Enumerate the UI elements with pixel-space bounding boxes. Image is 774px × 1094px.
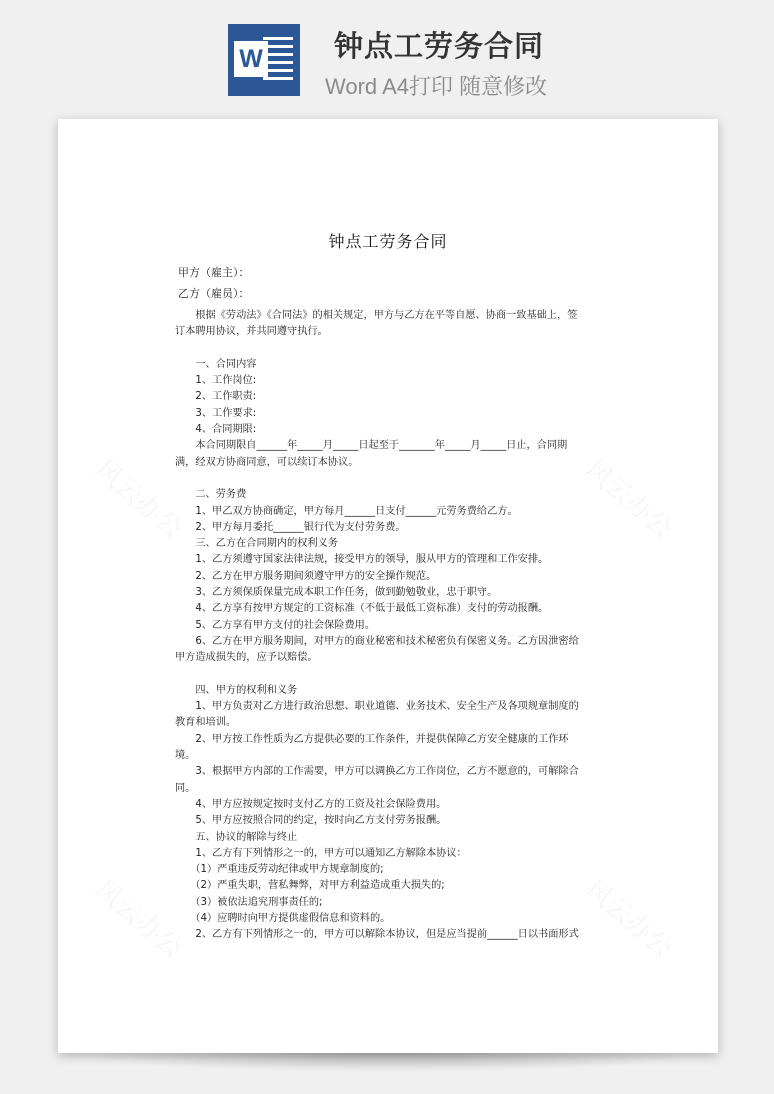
- party-b-label: 乙方（雇员）：: [178, 287, 250, 300]
- paragraph-gap: [175, 471, 603, 487]
- word-icon-letter: W: [234, 41, 268, 77]
- body-line: 境。: [175, 750, 196, 762]
- watermark: 风云办公: [88, 874, 188, 965]
- body-line: 2、甲方每月委托______银行代为支付劳务费。: [175, 521, 406, 533]
- body-line: 1、甲方负责对乙方进行政治思想、职业道德、业务技术、安全生产及各项规章制度的: [175, 701, 579, 713]
- body-line: 甲方造成损失的，应予以赔偿。: [175, 652, 318, 664]
- body-line: 根据《劳动法》《合同法》的相关规定，甲方与乙方在平等自愿、协商一致基础上，签: [175, 310, 578, 321]
- body-line: 1、乙方有下列情形之一的，甲方可以通知乙方解除本协议：: [175, 847, 467, 859]
- paragraph-gap: [175, 667, 603, 683]
- body-line: 四、甲方的权利和义务: [175, 684, 298, 696]
- body-line: 2、甲方按工作性质为乙方提供必要的工作条件，并提供保障乙方安全健康的工作环: [175, 733, 569, 745]
- watermark: 风云办公: [578, 874, 678, 965]
- body-line: （3）被依法追究刑事责任的;: [175, 896, 323, 908]
- body-line: （4）应聘时向甲方提供虚假信息和资料的。: [175, 912, 391, 924]
- body-line: 订本聘用协议，并共同遵守执行。: [175, 326, 328, 338]
- body-line: 本合同期限自______年_____月_____日起至于_______年_____月_____日止，合同期: [175, 440, 568, 452]
- body-line: 5、乙方享有甲方支付的社会保险费用。: [175, 619, 376, 631]
- body-line: 教育和培训。: [175, 717, 237, 729]
- body-line: 4、合同期限:: [175, 424, 257, 436]
- body-line: 6、乙方在甲方服务期间，对甲方的商业秘密和技术秘密负有保密义务。乙方因泄密给: [175, 635, 579, 647]
- body-line: 5、甲方应按照合同的约定，按时向乙方支付劳务报酬。: [175, 815, 447, 827]
- body-line: 2、乙方在甲方服务期间须遵守甲方的安全操作规范。: [175, 570, 437, 582]
- word-icon: [228, 24, 300, 96]
- body-line: 3、工作要求:: [175, 407, 257, 419]
- watermark: 风云办公: [578, 454, 678, 545]
- body-line: 五、协议的解除与终止: [175, 831, 298, 843]
- paragraph-gap: [175, 341, 603, 357]
- body-line: 1、工作岗位:: [175, 375, 257, 387]
- document-body: [175, 308, 603, 944]
- body-line: 同。: [175, 782, 196, 794]
- body-line: （2）严重失职，营私舞弊，对甲方利益造成重大损失的;: [175, 880, 445, 892]
- body-line: 3、乙方须保质保量完成本职工作任务，做到勤勉敬业，忠于职守。: [175, 587, 498, 599]
- body-line: 满，经双方协商同意，可以续订本协议。: [175, 456, 359, 468]
- body-line: 三、乙方在合同期内的权利义务: [175, 538, 338, 550]
- body-line: 1、乙方须遵守国家法律法规，接受甲方的领导，服从甲方的管理和工作安排。: [175, 554, 549, 566]
- header-subtitle: Word A4打印 随意修改: [325, 74, 548, 99]
- body-line: 二、劳务费: [175, 489, 247, 501]
- header-banner: [0, 0, 774, 118]
- party-a-label: 甲方（雇主）：: [178, 266, 250, 279]
- document-title: 钟点工劳务合同: [328, 232, 448, 251]
- page-shadow: [66, 1052, 710, 1072]
- body-line: 一、合同内容: [175, 358, 257, 370]
- watermark: 风云办公: [88, 454, 188, 545]
- body-line: （1）严重违反劳动纪律或甲方规章制度的;: [175, 864, 384, 876]
- document-page: [58, 119, 718, 1053]
- body-line: 2、工作职责:: [175, 391, 257, 403]
- header-title: 钟点工劳务合同: [334, 29, 545, 63]
- body-line: 4、甲方应按规定按时支付乙方的工资及社会保险费用。: [175, 798, 447, 810]
- body-line: 1、甲乙双方协商确定，甲方每月______日支付______元劳务费给乙方。: [175, 505, 518, 517]
- body-line: 2、乙方有下列情形之一的，甲方可以解除本协议，但是应当提前______日以书面形式: [175, 929, 579, 941]
- body-line: 3、根据甲方内部的工作需要，甲方可以调换乙方工作岗位，乙方不愿意的，可解除合: [175, 766, 579, 778]
- body-line: 4、乙方享有按甲方规定的工资标准（不低于最低工资标准）支付的劳动报酬。: [175, 603, 549, 615]
